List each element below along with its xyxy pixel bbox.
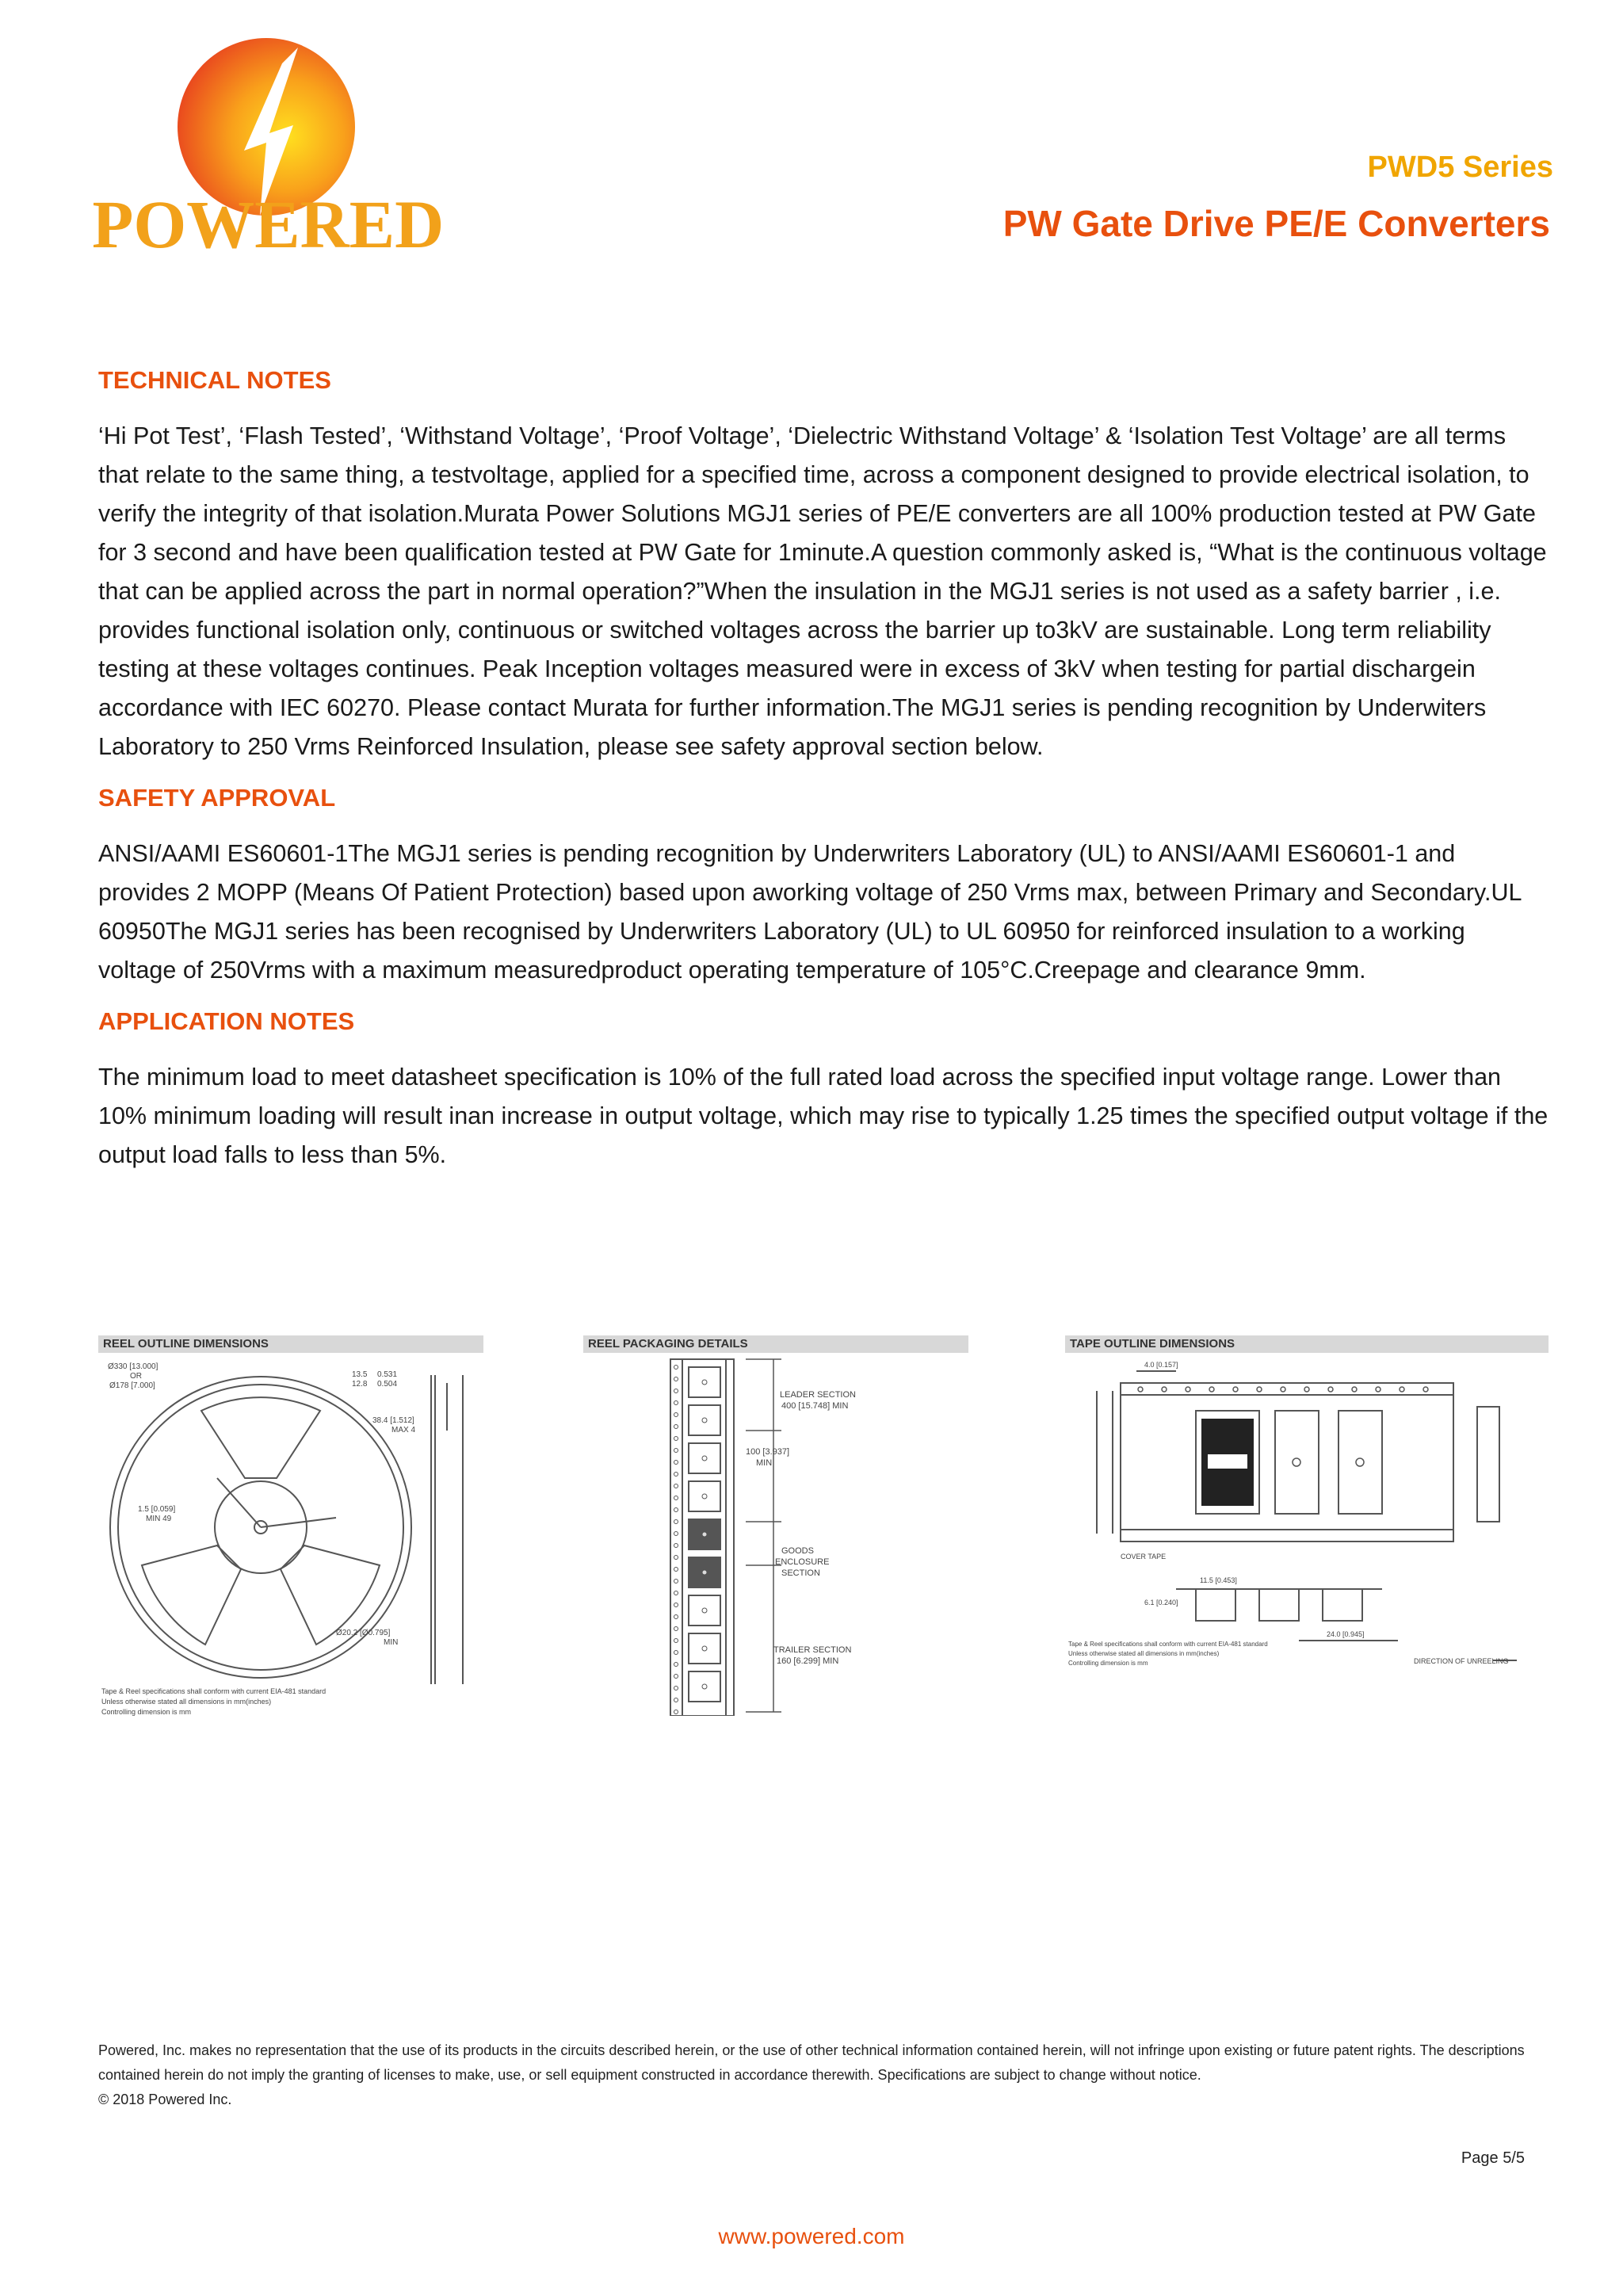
- svg-text:0.504: 0.504: [377, 1380, 398, 1389]
- tape-pocket: [689, 1633, 720, 1664]
- pocket-hole: [702, 1684, 707, 1689]
- tape-pocket: [689, 1595, 720, 1626]
- sprocket-hole: [674, 1437, 678, 1441]
- pocket-hole: [702, 1608, 707, 1613]
- sprocket-hole: [674, 1639, 678, 1643]
- sprocket-hole: [674, 1568, 678, 1572]
- svg-text:LEADER SECTION: LEADER SECTION: [780, 1390, 856, 1400]
- company-logo: [94, 32, 442, 262]
- main-content: [98, 366, 1549, 1192]
- svg-text:DIRECTION OF UNREELING: DIRECTION OF UNREELING: [1414, 1657, 1509, 1665]
- disclaimer-text: Powered, Inc. makes no representation that the use of its products in the circuits described herein, or the use of other technical information contained herein, will not infringe upon existing or future patent rights. The descriptions contained herein do not imply the granting of licenses to make, use, or sell equipment constructed in accordance therewith. Specifications are subject to change without notice.: [98, 2042, 1525, 2083]
- sprocket-hole: [674, 1698, 678, 1702]
- drawing-title: REEL PACKAGING DETAILS: [583, 1335, 968, 1353]
- footer-disclaimer: [98, 2038, 1525, 2112]
- sprocket-hole: [674, 1377, 678, 1381]
- sprocket-hole: [674, 1413, 678, 1417]
- sprocket-hole: [674, 1710, 678, 1714]
- sprocket-hole: [674, 1675, 678, 1679]
- svg-text:Unless otherwise stated all di: Unless otherwise stated all dimensions in mm(inches): [101, 1698, 272, 1706]
- svg-text:11.5 [0.453]: 11.5 [0.453]: [1200, 1576, 1237, 1584]
- svg-text:400 [15.748] MIN: 400 [15.748] MIN: [781, 1401, 849, 1411]
- logo-graphic: [94, 32, 442, 262]
- section-body: ANSI/AAMI ES60601-1The MGJ1 series is pending recognition by Underwriters Laboratory (UL) to ANSI/AAMI ES60601-1 and provides 2 MOPP (Means Of Patient Protection) based upon aworking voltage of 250 Vrms max, between Primary and Secondary.UL 60950The MGJ1 series has been recognised by Underwriters Laboratory (UL) to UL 60950 for reinforced insulation to a working voltage of 250Vrms with a maximum measuredproduct operating temperature of 105°C.Creepage and clearance 9mm.: [98, 840, 1522, 984]
- tape-pocket: [689, 1671, 720, 1702]
- tape-pocket: [689, 1481, 720, 1511]
- sprocket-hole: [674, 1687, 678, 1690]
- svg-text:Tape & Reel specifications sha: Tape & Reel specifications shall conform with current EIA-481 standard: [101, 1687, 327, 1695]
- sprocket-hole: [674, 1615, 678, 1619]
- sprocket-hole: [674, 1389, 678, 1393]
- svg-text:4.0 [0.157]: 4.0 [0.157]: [1144, 1361, 1178, 1369]
- svg-text:GOODS: GOODS: [781, 1546, 814, 1556]
- svg-text:Tape & Reel specifications sha: Tape & Reel specifications shall conform with current EIA-481 standard: [1068, 1641, 1268, 1648]
- pocket-hole: [702, 1380, 707, 1385]
- sprocket-hole: [674, 1508, 678, 1512]
- sprocket-hole: [674, 1520, 678, 1524]
- pocket-hole: [702, 1418, 707, 1423]
- sprocket-hole: [674, 1627, 678, 1631]
- sprocket-hole: [674, 1580, 678, 1584]
- svg-text:Ø178 [7.000]: Ø178 [7.000]: [109, 1381, 155, 1390]
- pocket-hole: [702, 1494, 707, 1499]
- sprocket-hole: [674, 1556, 678, 1560]
- svg-text:TRAILER SECTION: TRAILER SECTION: [773, 1645, 852, 1655]
- tape-pockets: [674, 1366, 721, 1714]
- svg-text:Controlling dimension is mm: Controlling dimension is mm: [1068, 1660, 1148, 1667]
- section-safety-approval: [98, 784, 1549, 990]
- section-application-notes: [98, 1007, 1549, 1175]
- svg-text:MAX 4: MAX 4: [391, 1426, 416, 1435]
- svg-text:Ø20.2 [Ø0.795]: Ø20.2 [Ø0.795]: [336, 1629, 391, 1637]
- website-link[interactable]: www.powered.com: [718, 2224, 905, 2248]
- svg-text:100 [3.937]: 100 [3.937]: [746, 1447, 790, 1457]
- sprocket-hole: [674, 1473, 678, 1477]
- page-title: PW Gate Drive PE/E Converters: [1002, 203, 1550, 244]
- svg-text:MIN: MIN: [756, 1458, 773, 1468]
- tape-pocket: [689, 1367, 720, 1397]
- section-technical-notes: [98, 366, 1549, 766]
- sprocket-hole: [674, 1449, 678, 1453]
- section-body: The minimum load to meet datasheet specification is 10% of the full rated load across the specified input voltage range. Lower than 10% minimum loading will result inan increase in output voltage, which may rise to typically 1.25 times the specified output voltage if the output load falls to less than 5%.: [98, 1064, 1549, 1168]
- svg-text:160 [6.299] MIN: 160 [6.299] MIN: [777, 1656, 839, 1666]
- svg-text:MIN 49: MIN 49: [146, 1515, 172, 1523]
- section-heading: TECHNICAL NOTES: [98, 366, 331, 394]
- copyright-text: © 2018 Powered Inc.: [98, 2092, 232, 2107]
- drawing-title: TAPE OUTLINE DIMENSIONS: [1065, 1335, 1549, 1353]
- sprocket-hole: [674, 1663, 678, 1667]
- tape-pocket: [689, 1405, 720, 1435]
- series-name: PWD5 Series: [1367, 151, 1553, 184]
- pocket-hole: [702, 1532, 707, 1537]
- pocket-hole: [702, 1646, 707, 1651]
- sprocket-hole: [674, 1591, 678, 1595]
- svg-text:Unless otherwise stated all di: Unless otherwise stated all dimensions in mm(inches): [1068, 1650, 1220, 1657]
- drawing-title: REEL OUTLINE DIMENSIONS: [98, 1335, 483, 1353]
- pocket-hole: [702, 1456, 707, 1461]
- svg-text:24.0 [0.945]: 24.0 [0.945]: [1327, 1630, 1365, 1638]
- tape-pocket: [689, 1443, 720, 1473]
- svg-text:MIN: MIN: [384, 1638, 399, 1647]
- technical-drawings: [98, 1335, 1549, 1732]
- svg-text:SECTION: SECTION: [781, 1568, 820, 1578]
- sprocket-hole: [674, 1484, 678, 1488]
- svg-text:COVER TAPE: COVER TAPE: [1121, 1553, 1167, 1561]
- sprocket-hole: [674, 1544, 678, 1548]
- svg-text:Ø330 [13.000]: Ø330 [13.000]: [108, 1362, 158, 1371]
- sprocket-hole: [674, 1461, 678, 1465]
- section-heading: SAFETY APPROVAL: [98, 784, 336, 812]
- svg-text:6.1 [0.240]: 6.1 [0.240]: [1144, 1599, 1178, 1606]
- svg-text:12.8: 12.8: [352, 1380, 368, 1389]
- reel-packaging-drawing: [583, 1335, 968, 1716]
- svg-text:0.531: 0.531: [377, 1370, 398, 1379]
- tape-outline-drawing: [1065, 1335, 1549, 1716]
- section-heading: APPLICATION NOTES: [98, 1007, 355, 1035]
- page-number: Page 5/5: [1461, 2149, 1525, 2167]
- svg-text:Controlling dimension is mm: Controlling dimension is mm: [101, 1708, 192, 1716]
- svg-text:OR: OR: [130, 1372, 142, 1381]
- reel-outline-drawing: [98, 1335, 483, 1716]
- section-body: ‘Hi Pot Test’, ‘Flash Tested’, ‘Withstand Voltage’, ‘Proof Voltage’, ‘Dielectric Withstand Voltage’ & ‘Isolation Test Voltage’ are all terms that relate to the same thing, a testvoltage, applied for a specified time, across a component designed to provide electrical isolation, to verify the integrity of that isolation.Murata Power Solutions MGJ1 series of PE/E converters are all 100% production tested at PW Gate for 3 second and have been qualification tested at PW Gate for 1minute.A question commonly asked is, “What is the continuous voltage that can be applied across the part in normal operation?”When the insulation in the MGJ1 series is not used as a safety barrier , i.e. provides functional isolation only, continuous or switched voltages across the barrier up to3kV are sustainable. Long term reliability testing at these voltages continues. Peak Inception voltages measured were in excess of 3kV when testing for partial dischargein accordance with IEC 60270. Please contact Murata for further information.The MGJ1 series is pending recognition by Underwiters Laboratory to 250 Vrms Reinforced Insulation, please see safety approval section below.: [98, 422, 1547, 760]
- pocket-hole: [702, 1570, 707, 1575]
- sprocket-hole: [674, 1401, 678, 1405]
- sprocket-hole: [674, 1425, 678, 1429]
- sprocket-hole: [674, 1496, 678, 1500]
- sprocket-hole: [674, 1651, 678, 1655]
- sprocket-hole: [674, 1603, 678, 1607]
- svg-text:1.5 [0.059]: 1.5 [0.059]: [138, 1505, 176, 1514]
- sprocket-hole: [674, 1532, 678, 1536]
- sprocket-hole: [674, 1366, 678, 1370]
- svg-text:13.5: 13.5: [352, 1370, 368, 1379]
- svg-text:ENCLOSURE: ENCLOSURE: [775, 1557, 830, 1567]
- svg-text:38.4 [1.512]: 38.4 [1.512]: [372, 1416, 414, 1425]
- logo-wordmark: POWERED: [94, 186, 442, 262]
